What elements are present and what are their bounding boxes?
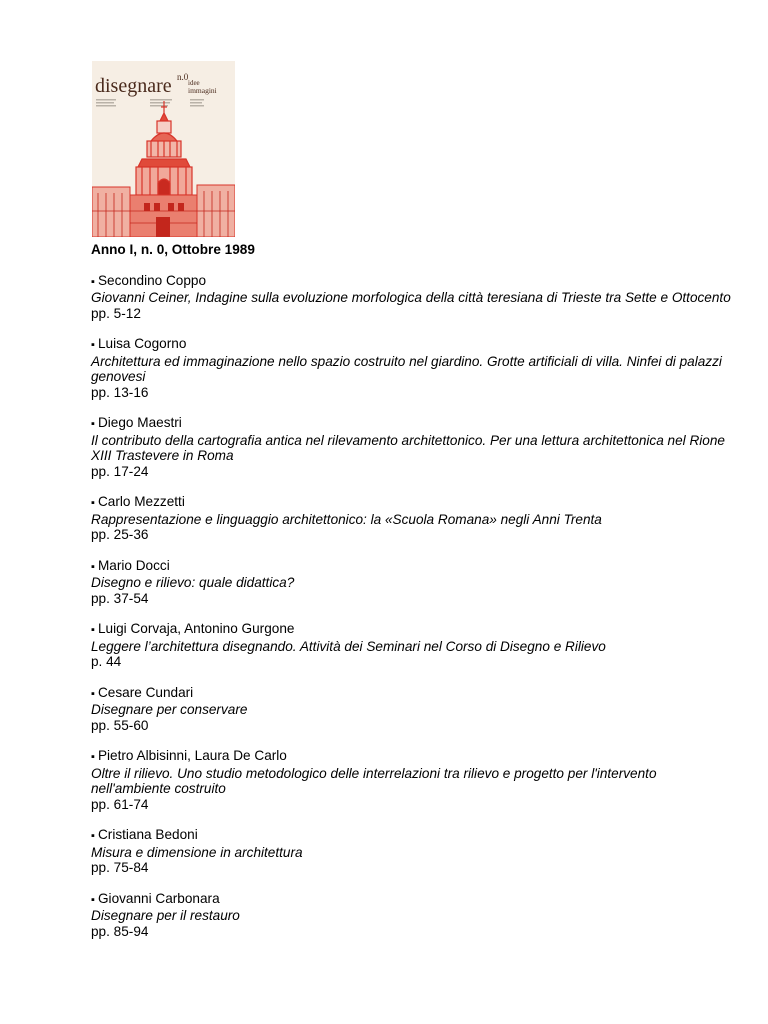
list-item bbox=[91, 494, 731, 542]
entry-title: Il contributo della cartografia antica nel rilevamento architettonico. Per una lettura architettonica nel Rione XIII Trastevere in Roma bbox=[91, 432, 725, 464]
list-item bbox=[91, 273, 731, 321]
entry-pages: pp. 55-60 bbox=[91, 717, 149, 733]
entry-pages: pp. 85-94 bbox=[91, 923, 149, 939]
entry-author: ▪ Luigi Corvaja, Antonino Gurgone bbox=[91, 621, 731, 638]
entry-title: Disegnare per il restauro bbox=[91, 908, 240, 924]
entry-title: Disegno e rilievo: quale didattica? bbox=[91, 575, 295, 591]
entry-pages: pp. 17-24 bbox=[91, 463, 149, 479]
list-item bbox=[91, 827, 731, 875]
entry-pages: pp. 61-74 bbox=[91, 796, 149, 812]
entry-title: Architettura ed immaginazione nello spazio costruito nel giardino. Grotte artificiali di villa. Ninfei di palazzi genovesi bbox=[91, 353, 722, 385]
list-item bbox=[91, 748, 731, 812]
cover-subtitle-line2: immagini bbox=[188, 86, 217, 95]
entry-author: ▪ Pietro Albisinni, Laura De Carlo bbox=[91, 748, 731, 765]
cover-image bbox=[92, 61, 235, 237]
entry-author: ▪ Mario Docci bbox=[91, 558, 731, 575]
entry-title: Giovanni Ceiner, Indagine sulla evoluzione morfologica della città teresiana di Trieste tra Sette e Ottocento bbox=[91, 290, 731, 306]
entry-author: ▪ Cristiana Bedoni bbox=[91, 827, 731, 844]
entry-title: Rappresentazione e linguaggio architettonico: la «Scuola Romana» negli Anni Trenta bbox=[91, 511, 602, 527]
entry-title: Disegnare per conservare bbox=[91, 702, 248, 718]
list-item bbox=[91, 621, 731, 669]
list-item bbox=[91, 891, 731, 939]
entry-author: ▪ Carlo Mezzetti bbox=[91, 494, 731, 511]
entries-list bbox=[91, 273, 731, 939]
entry-pages: p. 44 bbox=[91, 654, 122, 670]
cover-title: disegnare bbox=[95, 75, 172, 97]
entry-pages: pp. 75-84 bbox=[91, 860, 149, 876]
entry-pages: pp. 25-36 bbox=[91, 527, 149, 543]
list-item bbox=[91, 415, 731, 479]
issue-heading: Anno I, n. 0, Ottobre 1989 bbox=[91, 242, 255, 257]
entry-title: Leggere l’architettura disegnando. Attività dei Seminari nel Corso di Disegno e Rilievo bbox=[91, 638, 606, 654]
entry-author: ▪ Cesare Cundari bbox=[91, 685, 731, 702]
list-item bbox=[91, 558, 731, 606]
entry-pages: pp. 5-12 bbox=[91, 305, 141, 321]
entry-pages: pp. 13-16 bbox=[91, 384, 149, 400]
entry-author: ▪ Diego Maestri bbox=[91, 415, 731, 432]
list-item bbox=[91, 685, 731, 733]
entry-author: ▪ Luisa Cogorno bbox=[91, 336, 731, 353]
entry-author: ▪ Secondino Coppo bbox=[91, 273, 731, 290]
cover-issue-number: n.0 bbox=[177, 72, 189, 82]
list-item bbox=[91, 336, 731, 400]
entry-pages: pp. 37-54 bbox=[91, 590, 149, 606]
cover-subtitle-line1: idee bbox=[188, 79, 200, 87]
entry-title: Oltre il rilievo. Uno studio metodologico delle interrelazioni tra rilievo e progetto per l'intervento nell'ambiente costruito bbox=[91, 765, 657, 797]
entry-title: Misura e dimensione in architettura bbox=[91, 844, 303, 860]
entry-author: ▪ Giovanni Carbonara bbox=[91, 891, 731, 908]
table-of-contents bbox=[91, 242, 731, 954]
